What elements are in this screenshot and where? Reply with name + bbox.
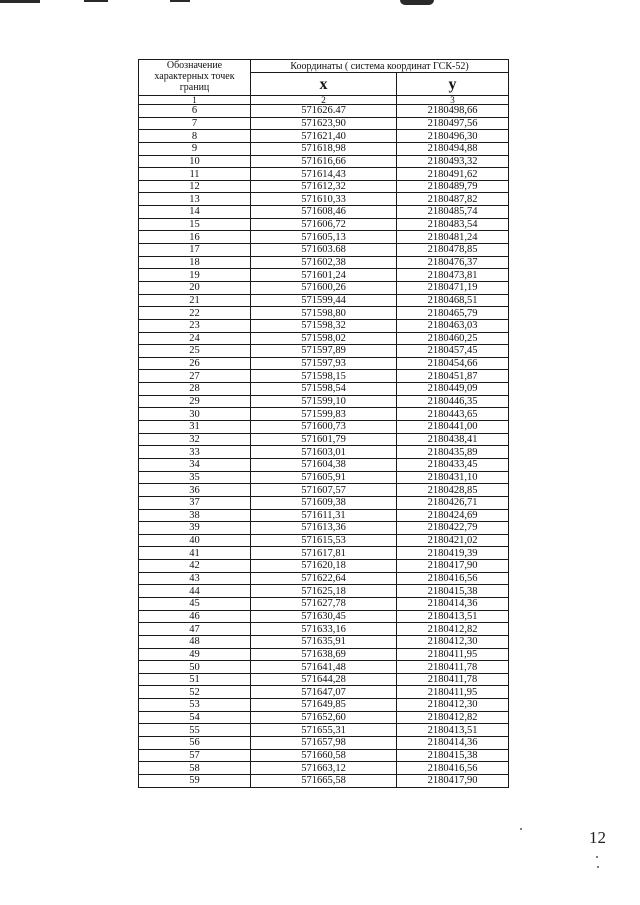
y-coordinate-cell: 2180412,82 bbox=[397, 623, 509, 636]
x-coordinate-cell: 571641,48 bbox=[251, 661, 397, 674]
y-coordinate-cell: 2180498,66 bbox=[397, 105, 509, 118]
scan-speck bbox=[596, 856, 598, 858]
y-coordinate-cell: 2180460,25 bbox=[397, 332, 509, 345]
table-row bbox=[139, 294, 509, 307]
table-row bbox=[139, 180, 509, 193]
point-cell: 32 bbox=[139, 433, 251, 446]
x-coordinate-cell: 571622,64 bbox=[251, 572, 397, 585]
point-cell: 27 bbox=[139, 370, 251, 383]
scan-artifact-mark bbox=[170, 0, 190, 2]
x-coordinate-cell: 571620,18 bbox=[251, 560, 397, 573]
point-cell: 36 bbox=[139, 484, 251, 497]
table-row bbox=[139, 724, 509, 737]
x-coordinate-cell: 571623,90 bbox=[251, 117, 397, 130]
table-row bbox=[139, 635, 509, 648]
x-coordinate-cell: 571598,15 bbox=[251, 370, 397, 383]
y-coordinate-cell: 2180413,51 bbox=[397, 610, 509, 623]
table-row bbox=[139, 711, 509, 724]
x-coordinate-cell: 571597,93 bbox=[251, 357, 397, 370]
x-coordinate-cell: 571647,07 bbox=[251, 686, 397, 699]
point-cell: 8 bbox=[139, 130, 251, 143]
table-row bbox=[139, 155, 509, 168]
point-cell: 57 bbox=[139, 749, 251, 762]
x-coordinate-cell: 571610,33 bbox=[251, 193, 397, 206]
point-cell: 34 bbox=[139, 458, 251, 471]
x-coordinate-cell: 571644,28 bbox=[251, 673, 397, 686]
table-row bbox=[139, 496, 509, 509]
table-row bbox=[139, 117, 509, 130]
x-coordinate-cell: 571603.68 bbox=[251, 244, 397, 257]
table-row bbox=[139, 762, 509, 775]
y-coordinate-cell: 2180489,79 bbox=[397, 180, 509, 193]
y-coordinate-cell: 2180426,71 bbox=[397, 496, 509, 509]
x-coordinate-cell: 571611,31 bbox=[251, 509, 397, 522]
x-coordinate-cell: 571605,13 bbox=[251, 231, 397, 244]
y-coordinate-cell: 2180485,74 bbox=[397, 206, 509, 219]
table-row bbox=[139, 231, 509, 244]
point-cell: 58 bbox=[139, 762, 251, 775]
table-row bbox=[139, 193, 509, 206]
table-row bbox=[139, 105, 509, 118]
point-cell: 45 bbox=[139, 597, 251, 610]
coordinates-table bbox=[138, 59, 509, 788]
table-row bbox=[139, 560, 509, 573]
point-cell: 13 bbox=[139, 193, 251, 206]
point-cell: 49 bbox=[139, 648, 251, 661]
point-cell: 46 bbox=[139, 610, 251, 623]
y-coordinate-cell: 2180476,37 bbox=[397, 256, 509, 269]
y-coordinate-cell: 2180473,81 bbox=[397, 269, 509, 282]
y-coordinate-cell: 2180435,89 bbox=[397, 446, 509, 459]
table-row bbox=[139, 142, 509, 155]
y-coordinate-cell: 2180471,19 bbox=[397, 281, 509, 294]
x-coordinate-cell: 571627,78 bbox=[251, 597, 397, 610]
x-coordinate-cell: 571600,26 bbox=[251, 281, 397, 294]
table-row bbox=[139, 319, 509, 332]
table-row bbox=[139, 547, 509, 560]
point-cell: 43 bbox=[139, 572, 251, 585]
table-row bbox=[139, 408, 509, 421]
table-row bbox=[139, 370, 509, 383]
table-row bbox=[139, 206, 509, 219]
x-coordinate-cell: 571614,43 bbox=[251, 168, 397, 181]
designation-header: Обозначение характерных точек границ bbox=[139, 60, 251, 96]
y-coordinate-cell: 2180411,95 bbox=[397, 686, 509, 699]
y-coordinate-cell: 2180413,51 bbox=[397, 724, 509, 737]
y-coordinate-cell: 2180424,69 bbox=[397, 509, 509, 522]
x-coordinate-cell: 571598,80 bbox=[251, 307, 397, 320]
table-row bbox=[139, 522, 509, 535]
y-coordinate-cell: 2180457,45 bbox=[397, 345, 509, 358]
table-row bbox=[139, 244, 509, 257]
point-cell: 33 bbox=[139, 446, 251, 459]
y-coordinate-cell: 2180417,90 bbox=[397, 774, 509, 787]
point-cell: 44 bbox=[139, 585, 251, 598]
point-cell: 25 bbox=[139, 345, 251, 358]
x-coordinate-cell: 571601,24 bbox=[251, 269, 397, 282]
y-coordinate-cell: 2180421,02 bbox=[397, 534, 509, 547]
table-row bbox=[139, 661, 509, 674]
y-coordinate-cell: 2180443,65 bbox=[397, 408, 509, 421]
y-column-header: у bbox=[397, 73, 509, 96]
y-coordinate-cell: 2180491,62 bbox=[397, 168, 509, 181]
point-cell: 59 bbox=[139, 774, 251, 787]
y-coordinate-cell: 2180483,54 bbox=[397, 218, 509, 231]
table-row bbox=[139, 648, 509, 661]
x-coordinate-cell: 571599,83 bbox=[251, 408, 397, 421]
point-cell: 6 bbox=[139, 105, 251, 118]
x-coordinate-cell: 571660,58 bbox=[251, 749, 397, 762]
x-coordinate-cell: 571618,98 bbox=[251, 142, 397, 155]
y-coordinate-cell: 2180428,85 bbox=[397, 484, 509, 497]
coordinates-header: Координаты ( система координат ГСК-52) bbox=[251, 60, 509, 73]
table-row bbox=[139, 774, 509, 787]
y-coordinate-cell: 2180493,32 bbox=[397, 155, 509, 168]
table-row bbox=[139, 597, 509, 610]
table-row bbox=[139, 610, 509, 623]
y-coordinate-cell: 2180416,56 bbox=[397, 572, 509, 585]
x-coordinate-cell: 571607,57 bbox=[251, 484, 397, 497]
x-coordinate-cell: 571652,60 bbox=[251, 711, 397, 724]
y-coordinate-cell: 2180441,00 bbox=[397, 421, 509, 434]
y-coordinate-cell: 2180451,87 bbox=[397, 370, 509, 383]
x-coordinate-cell: 571612,32 bbox=[251, 180, 397, 193]
y-coordinate-cell: 2180496,30 bbox=[397, 130, 509, 143]
page-number: 12 bbox=[589, 828, 606, 847]
table-row bbox=[139, 218, 509, 231]
x-coordinate-cell: 571600,73 bbox=[251, 421, 397, 434]
table-row bbox=[139, 509, 509, 522]
y-coordinate-cell: 2180487,82 bbox=[397, 193, 509, 206]
table-row bbox=[139, 572, 509, 585]
x-coordinate-cell: 571598,54 bbox=[251, 383, 397, 396]
y-coordinate-cell: 2180416,56 bbox=[397, 762, 509, 775]
y-coordinate-cell: 2180411,78 bbox=[397, 673, 509, 686]
point-cell: 23 bbox=[139, 319, 251, 332]
table-row bbox=[139, 534, 509, 547]
point-cell: 52 bbox=[139, 686, 251, 699]
x-coordinate-cell: 571598,02 bbox=[251, 332, 397, 345]
y-coordinate-cell: 2180411,78 bbox=[397, 661, 509, 674]
point-cell: 47 bbox=[139, 623, 251, 636]
point-cell: 26 bbox=[139, 357, 251, 370]
y-coordinate-cell: 2180494,88 bbox=[397, 142, 509, 155]
y-coordinate-cell: 2180412,30 bbox=[397, 699, 509, 712]
point-cell: 16 bbox=[139, 231, 251, 244]
table-row bbox=[139, 357, 509, 370]
scan-artifact-mark bbox=[84, 0, 108, 2]
x-coordinate-cell: 571616,66 bbox=[251, 155, 397, 168]
point-cell: 39 bbox=[139, 522, 251, 535]
x-coordinate-cell: 571599,44 bbox=[251, 294, 397, 307]
x-coordinate-cell: 571602,38 bbox=[251, 256, 397, 269]
table-row bbox=[139, 345, 509, 358]
x-coordinate-cell: 571597,89 bbox=[251, 345, 397, 358]
table-row bbox=[139, 458, 509, 471]
y-coordinate-cell: 2180438,41 bbox=[397, 433, 509, 446]
point-cell: 55 bbox=[139, 724, 251, 737]
table-row bbox=[139, 446, 509, 459]
point-cell: 50 bbox=[139, 661, 251, 674]
y-coordinate-cell: 2180414,36 bbox=[397, 737, 509, 750]
x-coordinate-cell: 571608,46 bbox=[251, 206, 397, 219]
table-row bbox=[139, 737, 509, 750]
table-row bbox=[139, 673, 509, 686]
y-coordinate-cell: 2180417,90 bbox=[397, 560, 509, 573]
y-coordinate-cell: 2180422,79 bbox=[397, 522, 509, 535]
x-coordinate-cell: 571635,91 bbox=[251, 635, 397, 648]
scan-speck bbox=[520, 828, 522, 830]
table-row bbox=[139, 168, 509, 181]
x-coordinate-cell: 571665,58 bbox=[251, 774, 397, 787]
point-cell: 38 bbox=[139, 509, 251, 522]
table-row bbox=[139, 395, 509, 408]
y-coordinate-cell: 2180412,82 bbox=[397, 711, 509, 724]
y-coordinate-cell: 2180468,51 bbox=[397, 294, 509, 307]
table-row bbox=[139, 433, 509, 446]
table-row bbox=[139, 307, 509, 320]
x-coordinate-cell: 571638,69 bbox=[251, 648, 397, 661]
table-row bbox=[139, 623, 509, 636]
column-number-1: 1 bbox=[139, 96, 251, 105]
x-coordinate-cell: 571655,31 bbox=[251, 724, 397, 737]
table-row bbox=[139, 130, 509, 143]
table-row bbox=[139, 421, 509, 434]
y-coordinate-cell: 2180419,39 bbox=[397, 547, 509, 560]
x-column-header: х bbox=[251, 73, 397, 96]
point-cell: 11 bbox=[139, 168, 251, 181]
column-number-2: 2 bbox=[251, 96, 397, 105]
point-cell: 40 bbox=[139, 534, 251, 547]
table-row bbox=[139, 484, 509, 497]
x-coordinate-cell: 571633,16 bbox=[251, 623, 397, 636]
table-row bbox=[139, 585, 509, 598]
point-cell: 17 bbox=[139, 244, 251, 257]
y-coordinate-cell: 2180465,79 bbox=[397, 307, 509, 320]
x-coordinate-cell: 571615,53 bbox=[251, 534, 397, 547]
table-row bbox=[139, 256, 509, 269]
scan-artifact-mark bbox=[0, 0, 40, 3]
x-coordinate-cell: 571601,79 bbox=[251, 433, 397, 446]
y-coordinate-cell: 2180431,10 bbox=[397, 471, 509, 484]
table-row bbox=[139, 471, 509, 484]
y-coordinate-cell: 2180446,35 bbox=[397, 395, 509, 408]
point-cell: 30 bbox=[139, 408, 251, 421]
point-cell: 12 bbox=[139, 180, 251, 193]
y-coordinate-cell: 2180449,09 bbox=[397, 383, 509, 396]
point-cell: 48 bbox=[139, 635, 251, 648]
column-number-3: 3 bbox=[397, 96, 509, 105]
x-coordinate-cell: 571603,01 bbox=[251, 446, 397, 459]
point-cell: 54 bbox=[139, 711, 251, 724]
y-coordinate-cell: 2180454,66 bbox=[397, 357, 509, 370]
x-coordinate-cell: 571649,85 bbox=[251, 699, 397, 712]
point-cell: 10 bbox=[139, 155, 251, 168]
table-row bbox=[139, 686, 509, 699]
x-coordinate-cell: 571598,32 bbox=[251, 319, 397, 332]
table-row bbox=[139, 699, 509, 712]
point-cell: 29 bbox=[139, 395, 251, 408]
table-row bbox=[139, 383, 509, 396]
point-cell: 14 bbox=[139, 206, 251, 219]
point-cell: 19 bbox=[139, 269, 251, 282]
y-coordinate-cell: 2180414,36 bbox=[397, 597, 509, 610]
y-coordinate-cell: 2180433,45 bbox=[397, 458, 509, 471]
x-coordinate-cell: 571606,72 bbox=[251, 218, 397, 231]
point-cell: 35 bbox=[139, 471, 251, 484]
point-cell: 18 bbox=[139, 256, 251, 269]
table-row bbox=[139, 281, 509, 294]
x-coordinate-cell: 571605,91 bbox=[251, 471, 397, 484]
x-coordinate-cell: 571630,45 bbox=[251, 610, 397, 623]
point-cell: 56 bbox=[139, 737, 251, 750]
table-body bbox=[139, 105, 509, 788]
x-coordinate-cell: 571625,18 bbox=[251, 585, 397, 598]
y-coordinate-cell: 2180415,38 bbox=[397, 749, 509, 762]
x-coordinate-cell: 571604,38 bbox=[251, 458, 397, 471]
x-coordinate-cell: 571617,81 bbox=[251, 547, 397, 560]
y-coordinate-cell: 2180415,38 bbox=[397, 585, 509, 598]
x-coordinate-cell: 571657,98 bbox=[251, 737, 397, 750]
x-coordinate-cell: 571599,10 bbox=[251, 395, 397, 408]
point-cell: 15 bbox=[139, 218, 251, 231]
point-cell: 53 bbox=[139, 699, 251, 712]
point-cell: 31 bbox=[139, 421, 251, 434]
point-cell: 24 bbox=[139, 332, 251, 345]
scan-artifact-mark bbox=[400, 0, 434, 5]
table-row bbox=[139, 269, 509, 282]
x-coordinate-cell: 571609,38 bbox=[251, 496, 397, 509]
y-coordinate-cell: 2180463,03 bbox=[397, 319, 509, 332]
x-coordinate-cell: 571613,36 bbox=[251, 522, 397, 535]
y-coordinate-cell: 2180481,24 bbox=[397, 231, 509, 244]
x-coordinate-cell: 571663,12 bbox=[251, 762, 397, 775]
y-coordinate-cell: 2180497,56 bbox=[397, 117, 509, 130]
table-row bbox=[139, 332, 509, 345]
point-cell: 21 bbox=[139, 294, 251, 307]
y-coordinate-cell: 2180412,30 bbox=[397, 635, 509, 648]
point-cell: 37 bbox=[139, 496, 251, 509]
point-cell: 28 bbox=[139, 383, 251, 396]
y-coordinate-cell: 2180478,85 bbox=[397, 244, 509, 257]
table-row bbox=[139, 749, 509, 762]
x-coordinate-cell: 571626.47 bbox=[251, 105, 397, 118]
point-cell: 9 bbox=[139, 142, 251, 155]
point-cell: 7 bbox=[139, 117, 251, 130]
point-cell: 20 bbox=[139, 281, 251, 294]
point-cell: 51 bbox=[139, 673, 251, 686]
scan-speck bbox=[597, 866, 599, 868]
point-cell: 22 bbox=[139, 307, 251, 320]
x-coordinate-cell: 571621,40 bbox=[251, 130, 397, 143]
y-coordinate-cell: 2180411,95 bbox=[397, 648, 509, 661]
point-cell: 41 bbox=[139, 547, 251, 560]
point-cell: 42 bbox=[139, 560, 251, 573]
